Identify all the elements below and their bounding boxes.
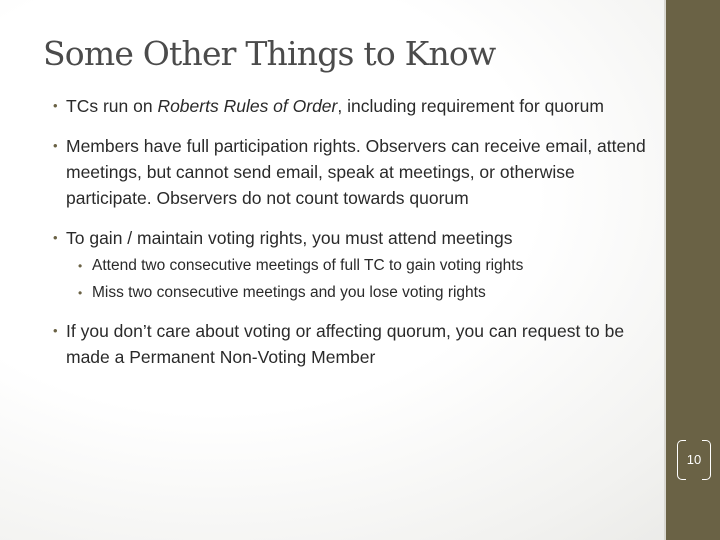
bullet-list xyxy=(36,93,646,384)
bullet-item-1 xyxy=(36,93,646,119)
page-number-badge xyxy=(677,440,711,480)
sub-bullet-marker: • xyxy=(78,286,83,300)
bullet-4-text: If you don’t care about voting or affecting quorum, you can request to be made a Permanent Non-Voting Member xyxy=(66,321,625,367)
bullet-marker: • xyxy=(53,323,58,338)
bullet-1-text-pre: TCs run on xyxy=(66,96,158,116)
sub-bullet-marker: • xyxy=(78,259,83,273)
page-number: 10 xyxy=(686,452,702,467)
bullet-1-text-italic: Roberts Rules of Order xyxy=(157,96,338,116)
sub-bullet-item-2 xyxy=(36,282,646,304)
bullet-item-2 xyxy=(36,133,646,211)
bullet-item-4 xyxy=(36,318,646,370)
sub-bullet-list xyxy=(36,255,646,304)
bullet-1-text-post: , including requirement for quorum xyxy=(337,96,604,116)
bullet-marker: • xyxy=(53,230,58,245)
bullet-item-3 xyxy=(36,225,646,251)
sub-bullet-1-text: Attend two consecutive meetings of full TC to gain voting rights xyxy=(92,257,524,274)
bullet-3-text: To gain / maintain voting rights, you must attend meetings xyxy=(66,228,513,248)
bullet-marker: • xyxy=(53,138,58,153)
bullet-2-text: Members have full participation rights. Observers can receive email, attend meetings, but cannot send email, speak at meetings, or otherwise participate. Observers do not count towards quorum xyxy=(66,136,646,208)
sub-bullet-item-1 xyxy=(36,255,646,277)
sub-bullet-2-text: Miss two consecutive meetings and you lose voting rights xyxy=(92,284,486,301)
slide-title: Some Other Things to Know xyxy=(43,34,496,73)
bullet-marker: • xyxy=(53,98,58,113)
